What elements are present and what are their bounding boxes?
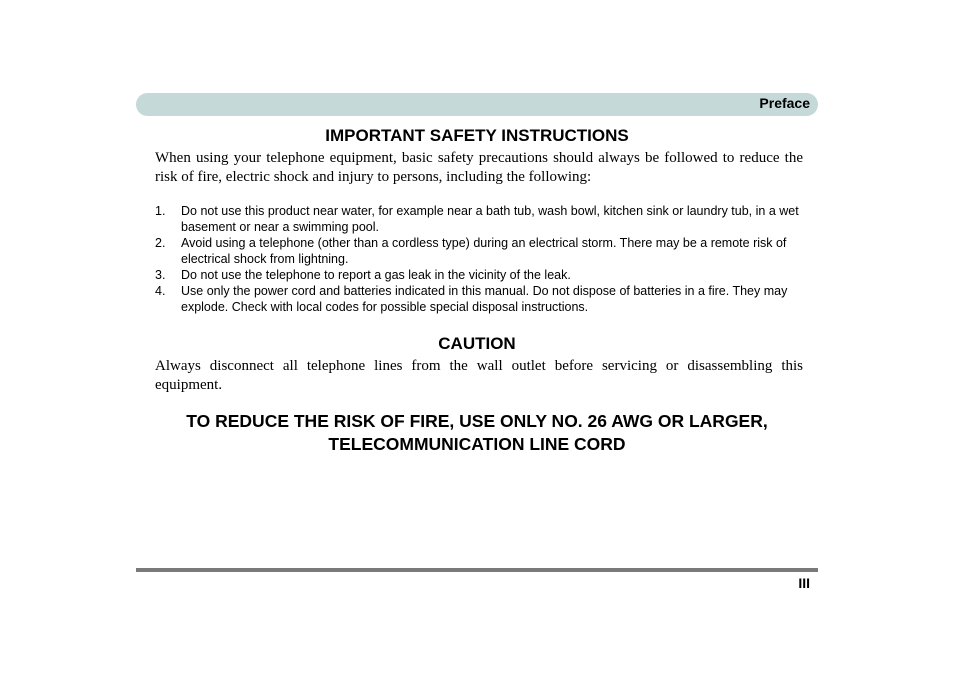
- list-item-text: Use only the power cord and batteries indicated in this manual. Do not dispose of batteries in a fire. They may explode. Check with local codes for possible special disposal instructions.: [181, 284, 788, 314]
- list-item-text: Do not use this product near water, for example near a bath tub, wash bowl, kitchen sink or laundry tub, in a wet basement or near a swimming pool.: [181, 204, 799, 234]
- list-item-number: 3.: [155, 268, 166, 282]
- list-item: [155, 267, 805, 283]
- list-item-number: 1.: [155, 204, 166, 218]
- fire-warning: [136, 410, 818, 456]
- list-item: [155, 283, 805, 315]
- list-item-number: 4.: [155, 284, 166, 298]
- fire-warning-line: TO REDUCE THE RISK OF FIRE, USE ONLY NO. 26 AWG OR LARGER,: [186, 411, 768, 431]
- list-item-text: Do not use the telephone to report a gas leak in the vicinity of the leak.: [181, 268, 571, 282]
- safety-list: [155, 203, 805, 315]
- list-item-text: Avoid using a telephone (other than a cordless type) during an electrical storm. There may be a remote risk of electrical shock from lightning.: [181, 236, 787, 266]
- list-item: [155, 203, 805, 235]
- list-item: [155, 235, 805, 267]
- page-number: III: [798, 575, 810, 591]
- caution-title: CAUTION: [438, 334, 516, 353]
- fire-warning-line: TELECOMMUNICATION LINE CORD: [328, 434, 626, 454]
- list-item-number: 2.: [155, 236, 166, 250]
- safety-title: IMPORTANT SAFETY INSTRUCTIONS: [325, 126, 629, 145]
- caution-text: Always disconnect all telephone lines from the wall outlet before servicing or disassembling this equipment.: [155, 358, 803, 393]
- safety-intro: When using your telephone equipment, basic safety precautions should always be followed to reduce the risk of fire, electric shock and injury to persons, including the following:: [155, 150, 803, 185]
- section-label: Preface: [759, 95, 810, 111]
- footer-rule: [136, 568, 818, 572]
- header-bar: [136, 93, 818, 116]
